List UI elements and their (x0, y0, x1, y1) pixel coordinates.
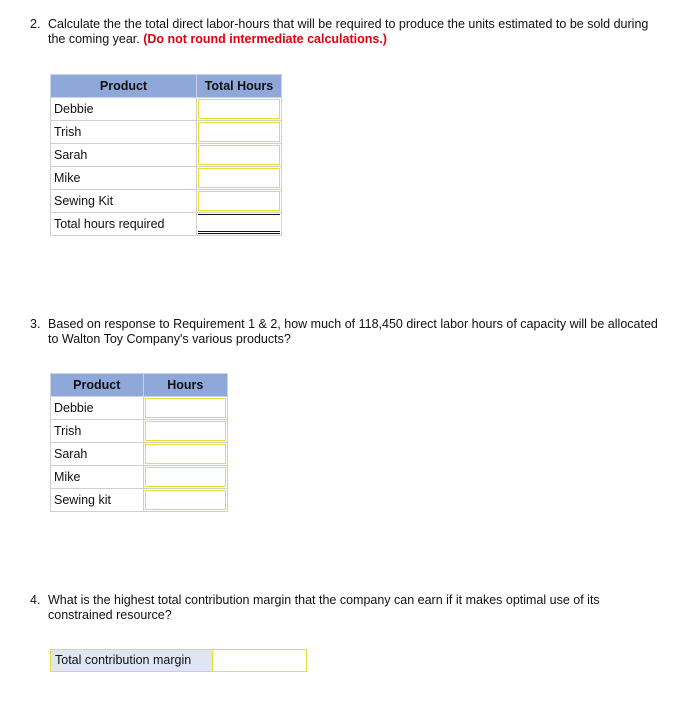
question-2 (30, 17, 660, 47)
question-2-text: Calculate the the total direct labor-hours that will be required to produce the units estimated to be sold during the coming year. (48, 17, 649, 46)
question-4-text: What is the highest total contribution margin that the company can earn if it makes optimal use of its constrained resource? (48, 593, 600, 622)
table-row (51, 420, 228, 443)
table-row (51, 167, 282, 190)
row-label-sarah: Sarah (51, 144, 197, 167)
table-row (51, 213, 282, 236)
row-label-sewing-kit: Sewing Kit (51, 190, 197, 213)
table-row (51, 98, 282, 121)
trish-hours-input[interactable] (145, 421, 226, 441)
total-contribution-margin-input[interactable] (212, 650, 306, 671)
question-3-number: 3. (30, 317, 41, 331)
question-4 (30, 593, 660, 623)
table-row (51, 144, 282, 167)
row-label-trish: Trish (51, 121, 197, 144)
total-hours-table (50, 74, 282, 236)
total-hours-required-input[interactable] (198, 214, 280, 234)
hours-allocation-table (50, 373, 228, 512)
table-row (51, 489, 228, 512)
row-label-mike: Mike (51, 167, 197, 190)
sewing-kit-total-hours-input[interactable] (198, 191, 280, 211)
total-contribution-margin-row (50, 649, 307, 672)
mike-hours-input[interactable] (145, 467, 226, 487)
table-row (51, 121, 282, 144)
row-label-sarah: Sarah (51, 443, 144, 466)
row-label-total-hours-required: Total hours required (51, 213, 197, 236)
question-4-number: 4. (30, 593, 41, 607)
table-row (51, 397, 228, 420)
row-label-debbie: Debbie (51, 397, 144, 420)
row-label-debbie: Debbie (51, 98, 197, 121)
hours-column-header: Hours (143, 374, 227, 397)
total-contribution-margin-label: Total contribution margin (51, 650, 212, 671)
sarah-total-hours-input[interactable] (198, 145, 280, 165)
question-2-note: (Do not round intermediate calculations.) (143, 32, 387, 46)
row-label-trish: Trish (51, 420, 144, 443)
question-2-number: 2. (30, 17, 41, 31)
debbie-total-hours-input[interactable] (198, 99, 280, 119)
row-label-mike: Mike (51, 466, 144, 489)
question-3 (30, 317, 660, 347)
question-3-text: Based on response to Requirement 1 & 2, how much of 118,450 direct labor hours of capacity will be allocated to Walton Toy Company's various products? (48, 317, 658, 346)
sarah-hours-input[interactable] (145, 444, 226, 464)
trish-total-hours-input[interactable] (198, 122, 280, 142)
sewing-kit-hours-input[interactable] (145, 490, 226, 510)
table-row (51, 466, 228, 489)
product-column-header: Product (51, 374, 144, 397)
debbie-hours-input[interactable] (145, 398, 226, 418)
mike-total-hours-input[interactable] (198, 168, 280, 188)
row-label-sewing-kit: Sewing kit (51, 489, 144, 512)
table-row (51, 190, 282, 213)
table-row (51, 443, 228, 466)
total-hours-column-header: Total Hours (196, 75, 281, 98)
product-column-header: Product (51, 75, 197, 98)
